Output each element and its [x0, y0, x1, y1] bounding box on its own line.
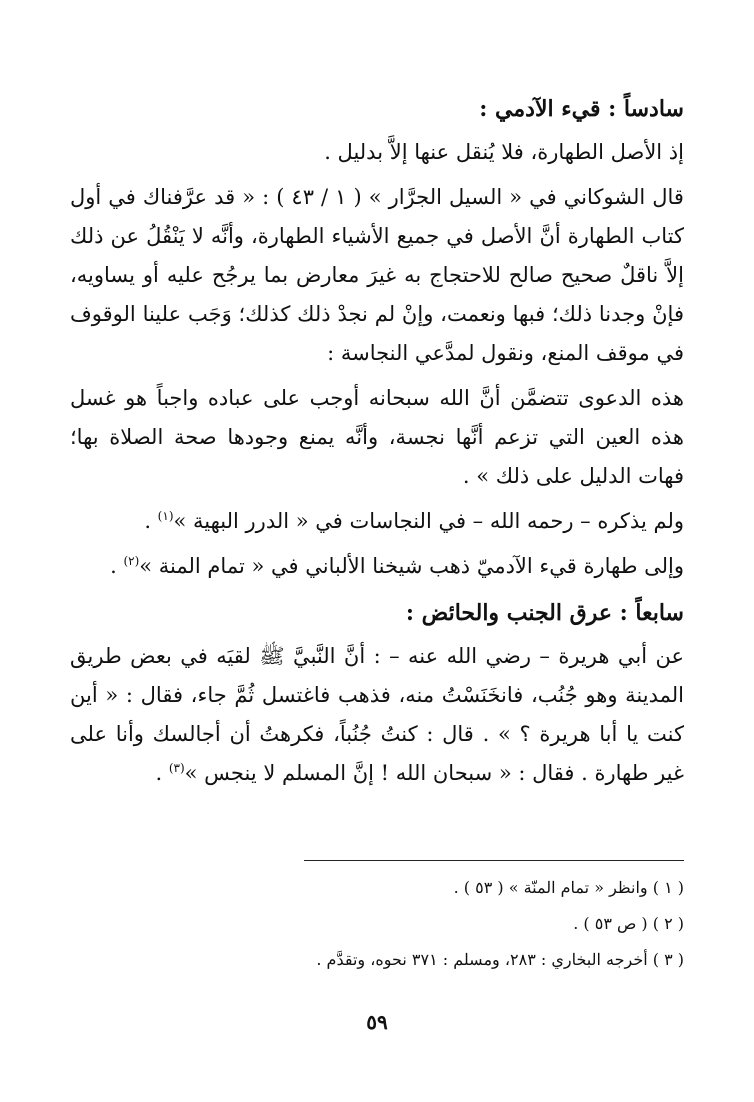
paragraph: إذ الأصل الطهارة، فلا يُنقل عنها إلاَّ بدليل . [324, 140, 684, 164]
footnote: ( ٢ ) ( ص ٥٣ ) . [573, 914, 684, 933]
paragraph-with-footnote: وإلى طهارة قيء الآدميّ ذهب شيخنا الألباني في « تمام المنة »$^{(٢)}$ . [110, 554, 684, 578]
footnote-ref: (١) [157, 509, 174, 523]
footnote-ref: (٣) [168, 761, 185, 775]
footnotes [70, 870, 684, 978]
footnote: ( ١ ) وانظر « تمام المنّة » ( ٥٣ ) . [453, 878, 684, 897]
paragraph-text: ولم يذكره – رحمه الله – في النجاسات في « الدرر البهية » [173, 509, 684, 533]
footnote-divider [304, 860, 684, 861]
paragraph: قال الشوكاني في « السيل الجرَّار » ( ١ / ٤٣ ) : « قد عرَّفناك في أول كتاب الطهارة أنَّ الأصل في جميع الأشياء الطهارة، وأنَّه لا يَنْقُلُ عن ذلك إلاَّ ناقلٌ صحيح صالح للاحتجاج به غيرَ معارض بما يرجُح عليه أو يساويه، فإنْ وجدنا ذلك؛ فبها ونعمت، وإنْ لم نجدْ ذلك كذلك؛ وَجَب علينا الوقوف في موقف المنع، ونقول لمدَّعي النجاسة : [70, 185, 684, 365]
section-heading-6: سادساً : قيء الآدمي : [479, 96, 684, 122]
paragraph-text: عن أبي هريرة – رضي الله عنه – : أنَّ النَّبيَّ ﷺ لقيَه في بعض طريق المدينة وهو جُنُب، فانخَنَسْتُ منه، فذهب فاغتسل ثُمَّ جاء، فقال : « أين كنت يا أبا هريرة ؟ » . قال : كنتُ جُنُباً، فكرهتُ أن أجالسك وأنا على غير طهارة . فقال : « سبحان الله ! إنَّ المسلم لا ينجس » [70, 644, 684, 785]
paragraph-text: وإلى طهارة قيء الآدميّ ذهب شيخنا الألباني في « تمام المنة » [139, 554, 684, 578]
paragraph-with-footnote: ولم يذكره – رحمه الله – في النجاسات في « الدرر البهية »$^{(١)}$ . [144, 509, 684, 533]
footnote: ( ٣ ) أخرجه البخاري : ٢٨٣، ومسلم : ٣٧١ نحوه، وتقدَّم . [316, 950, 684, 969]
section-heading-7: سابعاً : عرق الجنب والحائض : [405, 600, 684, 626]
main-text [70, 82, 684, 799]
footnote-ref: (٢) [123, 554, 140, 568]
page-number: ٥٩ [366, 1010, 388, 1034]
paragraph: هذه الدعوى تتضمَّن أنَّ الله سبحانه أوجب على عباده واجباً هو غسل هذه العين التي تزعم أنَّها نجسة، وأنَّه يمنع وجودها صحة الصلاة بها؛ فهات الدليل على ذلك » . [70, 386, 684, 488]
paragraph-with-footnote: عن أبي هريرة – رضي الله عنه – : أنَّ النَّبيَّ ﷺ لقيَه في بعض طريق المدينة وهو جُنُب، فانخَنَسْتُ منه، فذهب فاغتسل ثُمَّ جاء، فقال : « أين كنت يا أبا هريرة ؟ » . قال : كنتُ جُنُباً، فكرهتُ أن أجالسك وأنا على غير طهارة . فقال : « سبحان الله ! إنَّ المسلم لا ينجس »$^{(٣)}$ . [70, 644, 684, 785]
